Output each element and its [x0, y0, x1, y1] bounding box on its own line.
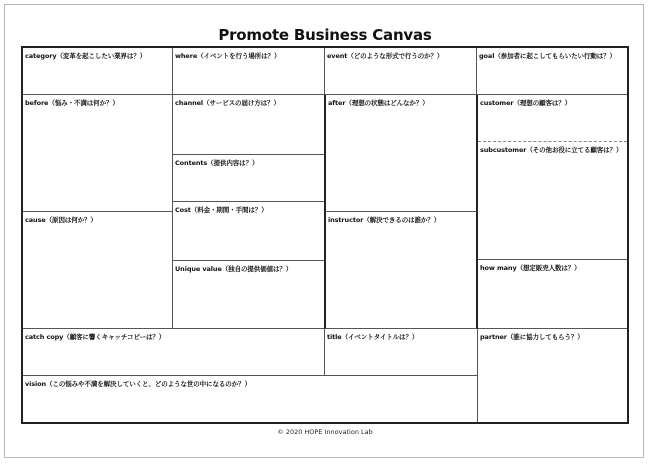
cell-unique-value[interactable]: [173, 261, 325, 329]
cell-how-many[interactable]: [478, 260, 627, 329]
cell-event[interactable]: [325, 48, 477, 95]
cell-category[interactable]: [23, 48, 173, 95]
cell-vision-label: vision（この悩みや不満を解決していくと、どのような世の中になるのか？）: [25, 380, 251, 388]
cell-after-label: after（理想の状態はどんなか？）: [328, 99, 429, 107]
cell-partner[interactable]: [478, 329, 627, 422]
cell-cause[interactable]: [23, 212, 173, 329]
cell-after[interactable]: [324, 95, 478, 212]
cell-event-label: event（どのような形式で行うのか？）: [327, 52, 444, 60]
cell-title-label: title（イベントタイトルは？）: [327, 333, 419, 341]
cell-where[interactable]: [173, 48, 325, 95]
cell-title[interactable]: [325, 329, 478, 376]
cell-instructor[interactable]: [324, 212, 478, 329]
cell-before[interactable]: [23, 95, 173, 212]
cell-contents-label: Contents（提供内容は？）: [175, 159, 259, 167]
cell-before-label: before（悩み・不満は何か？）: [25, 99, 119, 107]
cell-where-label: where（イベントを行う場所は？）: [175, 52, 281, 60]
cell-how-many-label: how many（想定販売人数は？）: [480, 264, 581, 272]
cell-contents[interactable]: [173, 155, 325, 202]
cell-cost-label: Cost（料金・期間・手間は？）: [175, 206, 268, 214]
cell-channel[interactable]: [173, 95, 325, 155]
cell-customer-label: customer（理想の顧客は？）: [480, 99, 572, 107]
canvas-grid: [21, 46, 629, 424]
copyright-footer: © 2020 HOPE Innovation Lab: [277, 428, 373, 436]
cell-subcustomer[interactable]: [478, 142, 627, 260]
cell-category-label: category（変革を起こしたい業界は？）: [25, 52, 147, 60]
cell-cause-label: cause（原因は何か？）: [25, 216, 97, 224]
cell-instructor-label: instructor（解決できるのは誰か？）: [328, 216, 441, 224]
cell-customer[interactable]: [478, 95, 627, 142]
cell-vision[interactable]: [23, 376, 478, 422]
cell-goal-label: goal（参加者に起こしてもらいたい行動は？）: [479, 52, 616, 60]
page-title: Promote Business Canvas: [218, 26, 432, 44]
cell-subcustomer-label: subcustomer（その他お役に立てる顧客は？）: [480, 146, 623, 154]
cell-partner-label: partner（誰に協力してもらう？）: [480, 333, 584, 341]
cell-goal[interactable]: [477, 48, 627, 95]
cell-catch-copy[interactable]: [23, 329, 325, 376]
cell-unique-value-label: Unique value（独自の提供価値は？）: [175, 265, 293, 273]
cell-cost[interactable]: [173, 202, 325, 261]
cell-channel-label: channel（サービスの届け方は？）: [175, 99, 280, 107]
cell-catch-copy-label: catch copy（顧客に響くキャッチコピーは？）: [25, 333, 166, 341]
